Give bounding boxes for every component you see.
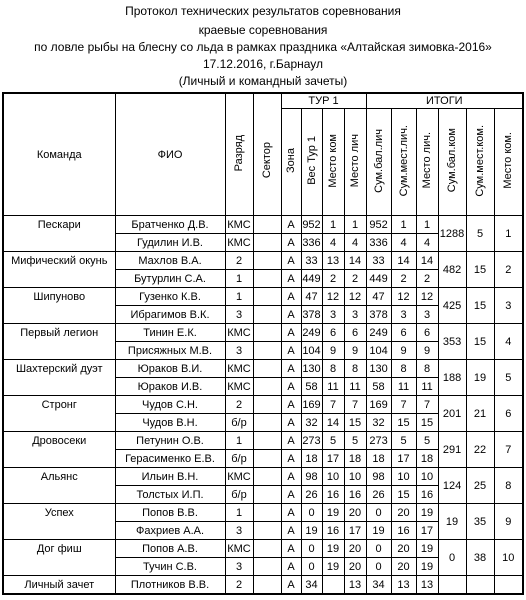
member-place-pers-total: 5 [416,432,438,450]
member-zone: А [281,558,301,576]
team-sum-points: 425 [438,288,466,324]
header-sum-team-place: Сум.мест.ком. [466,109,494,216]
member-sum-pers-pts: 58 [366,378,391,396]
member-place-pers-total: 12 [416,288,438,306]
member-weight: 952 [301,216,322,234]
team-sum-points: 482 [438,252,466,288]
member-sum-pers-pts: 273 [366,432,391,450]
team-sum-places: 15 [466,252,494,288]
table-row [3,504,523,522]
member-place-pers: 18 [344,450,366,468]
member-sum-pers-place: 20 [391,504,416,522]
member-rank: б/р [225,450,253,468]
member-place-pers-total: 2 [416,270,438,288]
member-place-pers-total: 3 [416,306,438,324]
team-sum-points: 1288 [438,216,466,252]
table-row [3,396,523,414]
member-zone: А [281,378,301,396]
member-weight: 378 [301,306,322,324]
member-sector [253,378,281,396]
member-place-pers: 10 [344,468,366,486]
member-name: Тинин Е.К. [115,324,225,342]
table-row [3,360,523,378]
member-sum-pers-place: 8 [391,360,416,378]
team-sum-points: 291 [438,432,466,468]
header-totals: ИТОГИ [366,93,523,109]
member-place-pers-total: 9 [416,342,438,360]
member-weight: 58 [301,378,322,396]
member-place-team: 2 [322,270,344,288]
member-sum-pers-pts: 336 [366,234,391,252]
member-sum-pers-place: 20 [391,540,416,558]
member-zone: А [281,324,301,342]
member-zone: А [281,216,301,234]
member-sector [253,342,281,360]
member-weight: 130 [301,360,322,378]
header-zone: Зона [281,109,301,216]
member-zone: А [281,432,301,450]
team-name: Шипуново [3,288,115,324]
member-sum-pers-pts: 47 [366,288,391,306]
member-name: Братченко Д.В. [115,216,225,234]
individual-weight: 34 [301,576,322,595]
member-sum-pers-pts: 0 [366,540,391,558]
member-rank: 2 [225,252,253,270]
member-name: Гудилин И.В. [115,234,225,252]
member-sum-pers-place: 3 [391,306,416,324]
member-rank: 3 [225,342,253,360]
individual-place-pers-total: 13 [416,576,438,595]
member-zone: А [281,234,301,252]
team-place: 3 [494,288,523,324]
member-name: Чудов С.Н. [115,396,225,414]
member-name: Петунин О.В. [115,432,225,450]
member-zone: А [281,288,301,306]
member-place-pers: 6 [344,324,366,342]
member-sector [253,306,281,324]
member-place-team: 19 [322,504,344,522]
member-sum-pers-place: 11 [391,378,416,396]
member-sum-pers-place: 14 [391,252,416,270]
member-place-pers: 7 [344,396,366,414]
member-weight: 47 [301,288,322,306]
member-rank: 2 [225,396,253,414]
individual-row [3,576,523,595]
member-zone: А [281,450,301,468]
member-sector [253,558,281,576]
title-line-2: краевые соревнования [198,23,328,37]
team-name: Успех [3,504,115,540]
individual-sector [253,576,281,595]
member-place-team: 17 [322,450,344,468]
header-weight: Вес Тур 1 [301,109,322,216]
member-rank: б/р [225,486,253,504]
member-zone: А [281,468,301,486]
member-zone: А [281,342,301,360]
member-place-pers-total: 16 [416,486,438,504]
member-sector [253,216,281,234]
member-sum-pers-place: 10 [391,468,416,486]
member-place-team: 16 [322,486,344,504]
team-place: 2 [494,252,523,288]
member-place-pers: 20 [344,504,366,522]
header-team: Команда [3,93,115,216]
member-place-pers-total: 17 [416,522,438,540]
member-weight: 449 [301,270,322,288]
team-place: 5 [494,360,523,396]
member-weight: 104 [301,342,322,360]
member-place-pers-total: 4 [416,234,438,252]
header-place-team-total: Место ком. [494,109,523,216]
member-place-team: 12 [322,288,344,306]
member-weight: 18 [301,450,322,468]
member-place-team: 13 [322,252,344,270]
member-sum-pers-pts: 98 [366,468,391,486]
team-sum-places: 15 [466,288,494,324]
individual-team-sum-places [466,576,494,595]
member-rank: КМС [225,360,253,378]
member-name: Фахриев А.А. [115,522,225,540]
member-weight: 0 [301,558,322,576]
member-zone: А [281,252,301,270]
member-zone: А [281,504,301,522]
member-sum-pers-place: 15 [391,414,416,432]
member-sector [253,450,281,468]
member-place-pers: 17 [344,522,366,540]
member-sector [253,324,281,342]
member-place-team: 4 [322,234,344,252]
header-place-pers: Место лич [344,109,366,216]
member-sum-pers-pts: 32 [366,414,391,432]
individual-label: Личный зачет [3,576,115,595]
header-rank: Разряд [225,93,253,216]
member-sum-pers-pts: 104 [366,342,391,360]
table-row [3,252,523,270]
title-line-5: (Личный и командный зачеты) [178,74,348,88]
header-sum-team-pts: Сум.бал.ком [438,109,466,216]
member-place-pers: 8 [344,360,366,378]
member-rank: б/р [225,414,253,432]
member-place-pers: 11 [344,378,366,396]
team-place: 1 [494,216,523,252]
team-name: Пескари [3,216,115,252]
member-rank: КМС [225,378,253,396]
member-sum-pers-pts: 952 [366,216,391,234]
member-place-pers-total: 11 [416,378,438,396]
member-place-pers-total: 6 [416,324,438,342]
table-row [3,540,523,558]
team-sum-places: 38 [466,540,494,576]
member-sector [253,234,281,252]
member-place-pers-total: 14 [416,252,438,270]
member-sum-pers-pts: 0 [366,504,391,522]
table-row [3,432,523,450]
member-sector [253,288,281,306]
header-row-top [3,93,523,109]
member-rank: КМС [225,234,253,252]
member-weight: 98 [301,468,322,486]
results-table [2,92,524,595]
member-weight: 0 [301,504,322,522]
member-name: Присяжных М.В. [115,342,225,360]
team-name: Дог фиш [3,540,115,576]
member-place-pers-total: 10 [416,468,438,486]
member-sum-pers-place: 17 [391,450,416,468]
team-place: 8 [494,468,523,504]
member-place-team: 19 [322,540,344,558]
member-name: Герасименко Е.В. [115,450,225,468]
member-place-pers: 20 [344,540,366,558]
member-rank: КМС [225,216,253,234]
member-sector [253,468,281,486]
header-sum-pers-pts: Сум.бал.лич [366,109,391,216]
member-sum-pers-pts: 19 [366,522,391,540]
table-row [3,216,523,234]
member-sector [253,504,281,522]
member-place-pers: 12 [344,288,366,306]
member-sum-pers-pts: 249 [366,324,391,342]
header-place-team: Место ком [322,109,344,216]
member-sum-pers-place: 1 [391,216,416,234]
member-place-pers-total: 7 [416,396,438,414]
member-name: Толстых И.П. [115,486,225,504]
member-place-pers: 20 [344,558,366,576]
member-name: Попов А.В. [115,540,225,558]
table-row [3,288,523,306]
member-rank: 3 [225,522,253,540]
member-zone: А [281,306,301,324]
member-place-team: 5 [322,432,344,450]
team-sum-places: 21 [466,396,494,432]
team-sum-points: 124 [438,468,466,504]
member-sector [253,270,281,288]
member-sum-pers-pts: 449 [366,270,391,288]
member-place-pers: 16 [344,486,366,504]
team-sum-places: 22 [466,432,494,468]
table-row [3,468,523,486]
team-sum-places: 35 [466,504,494,540]
member-sum-pers-place: 16 [391,522,416,540]
member-sum-pers-pts: 169 [366,396,391,414]
member-sum-pers-pts: 130 [366,360,391,378]
member-rank: 3 [225,306,253,324]
member-zone: А [281,414,301,432]
member-place-team: 9 [322,342,344,360]
member-zone: А [281,540,301,558]
member-sum-pers-place: 5 [391,432,416,450]
team-name: Дровосеки [3,432,115,468]
member-rank: КМС [225,468,253,486]
member-sum-pers-place: 9 [391,342,416,360]
member-name: Чудов В.Н. [115,414,225,432]
member-place-pers: 3 [344,306,366,324]
team-place: 10 [494,540,523,576]
member-place-pers: 14 [344,252,366,270]
member-place-team: 19 [322,558,344,576]
member-name: Ибрагимов В.К. [115,306,225,324]
member-name: Бутурлин С.А. [115,270,225,288]
individual-team-sum-points [438,576,466,595]
member-sum-pers-pts: 378 [366,306,391,324]
member-zone: А [281,360,301,378]
member-sum-pers-place: 6 [391,324,416,342]
member-sum-pers-place: 2 [391,270,416,288]
member-weight: 33 [301,252,322,270]
team-name: Первый легион [3,324,115,360]
team-sum-places: 25 [466,468,494,504]
team-place: 7 [494,432,523,468]
member-sum-pers-place: 12 [391,288,416,306]
individual-sum-pers-pts: 34 [366,576,391,595]
member-rank: 3 [225,558,253,576]
member-place-pers-total: 19 [416,540,438,558]
member-zone: А [281,486,301,504]
member-sector [253,432,281,450]
title-line-4: 17.12.2016, г.Барнаул [202,57,324,71]
member-weight: 169 [301,396,322,414]
member-rank: 1 [225,288,253,306]
member-sector [253,396,281,414]
table-row [3,324,523,342]
member-place-team: 7 [322,396,344,414]
member-name: Попов В.В. [115,504,225,522]
member-weight: 19 [301,522,322,540]
member-place-pers-total: 19 [416,504,438,522]
member-weight: 249 [301,324,322,342]
member-place-team: 6 [322,324,344,342]
team-sum-places: 15 [466,324,494,360]
member-sum-pers-pts: 18 [366,450,391,468]
team-place: 6 [494,396,523,432]
member-weight: 273 [301,432,322,450]
member-zone: А [281,270,301,288]
member-sum-pers-pts: 26 [366,486,391,504]
member-sector [253,360,281,378]
member-sum-pers-pts: 0 [366,558,391,576]
member-rank: 1 [225,504,253,522]
team-sum-points: 19 [438,504,466,540]
individual-zone: А [281,576,301,595]
member-weight: 32 [301,414,322,432]
member-sector [253,414,281,432]
member-weight: 26 [301,486,322,504]
member-place-team: 3 [322,306,344,324]
member-place-pers: 2 [344,270,366,288]
member-place-pers-total: 18 [416,450,438,468]
header-place-pers-total: Место лич. [416,109,438,216]
member-rank: 1 [225,270,253,288]
member-sum-pers-place: 4 [391,234,416,252]
team-sum-points: 353 [438,324,466,360]
member-rank: 1 [225,432,253,450]
header-tour: ТУР 1 [281,93,366,109]
team-name: Альянс [3,468,115,504]
header-sector: Сектор [253,109,281,216]
team-place: 4 [494,324,523,360]
header-name: ФИО [115,93,225,216]
member-rank: КМС [225,540,253,558]
member-place-pers-total: 8 [416,360,438,378]
header-blank [253,93,281,109]
member-place-pers: 4 [344,234,366,252]
member-place-pers-total: 15 [416,414,438,432]
member-place-pers-total: 19 [416,558,438,576]
individual-place-team [322,576,344,595]
member-sector [253,540,281,558]
member-sum-pers-place: 15 [391,486,416,504]
member-name: Юраков И.В. [115,378,225,396]
member-place-pers: 5 [344,432,366,450]
member-zone: А [281,522,301,540]
member-place-pers: 15 [344,414,366,432]
team-name: Шахтерский дуэт [3,360,115,396]
team-sum-places: 5 [466,216,494,252]
member-place-team: 14 [322,414,344,432]
member-place-team: 16 [322,522,344,540]
team-name: Стронг [3,396,115,432]
member-zone: А [281,396,301,414]
member-sum-pers-place: 20 [391,558,416,576]
member-sector [253,522,281,540]
member-sum-pers-pts: 33 [366,252,391,270]
individual-rank: 2 [225,576,253,595]
member-place-pers-total: 1 [416,216,438,234]
member-name: Махлов В.А. [115,252,225,270]
member-weight: 336 [301,234,322,252]
team-sum-points: 188 [438,360,466,396]
member-sector [253,486,281,504]
member-place-team: 1 [322,216,344,234]
member-place-team: 11 [322,378,344,396]
team-sum-places: 19 [466,360,494,396]
individual-team-place [494,576,523,595]
member-weight: 0 [301,540,322,558]
member-name: Ильин В.Н. [115,468,225,486]
title-line-3: по ловле рыбы на блесну со льда в рамках праздника «Алтайская зимовка-2016» [34,40,492,54]
member-name: Тучин С.В. [115,558,225,576]
member-sum-pers-place: 7 [391,396,416,414]
title-line-1: Протокол технических результатов соревнования [125,4,401,18]
team-sum-points: 0 [438,540,466,576]
team-name: Мифический окунь [3,252,115,288]
member-place-team: 8 [322,360,344,378]
member-place-pers: 1 [344,216,366,234]
member-place-pers: 9 [344,342,366,360]
header-sum-pers-place: Сум.мест.лич. [391,109,416,216]
team-sum-points: 201 [438,396,466,432]
individual-name: Плотников В.В. [115,576,225,595]
member-rank: КМС [225,324,253,342]
individual-sum-pers-place: 13 [391,576,416,595]
individual-place-pers: 13 [344,576,366,595]
member-sector [253,252,281,270]
member-name: Гузенко К.В. [115,288,225,306]
member-name: Юраков В.И. [115,360,225,378]
team-place: 9 [494,504,523,540]
member-place-team: 10 [322,468,344,486]
